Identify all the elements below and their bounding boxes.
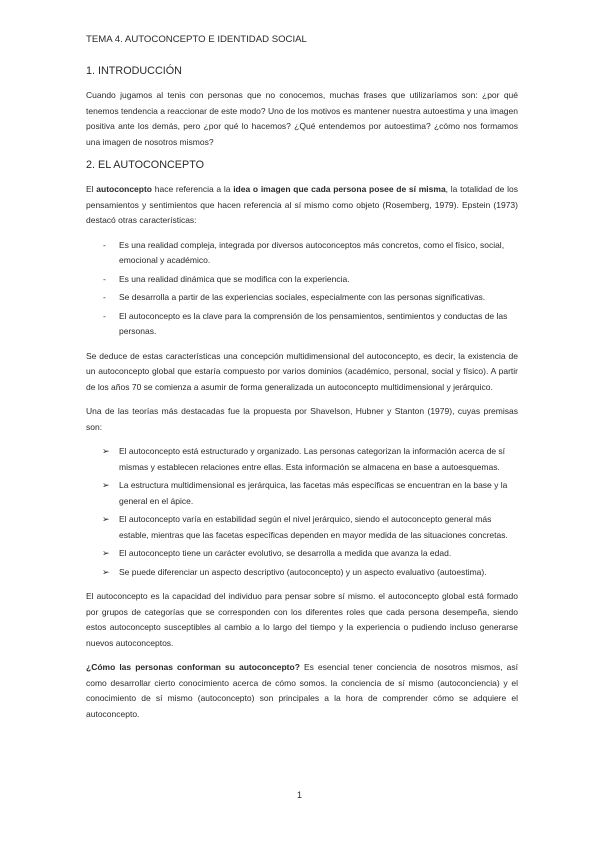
characteristics-list: [86, 238, 518, 340]
text-run: El: [86, 184, 97, 194]
bold-question: ¿Cómo las personas conforman su autoconcepto?: [86, 662, 300, 672]
paragraph-shavelson: Una de las teorías más destacadas fue la propuesta por Shavelson, Hubner y Stanton (1979), cuyas premisas son:: [86, 406, 518, 432]
list-item: [86, 546, 518, 562]
list-item: [86, 565, 518, 581]
page-number: 1: [296, 790, 302, 800]
list-item-text: Se puede diferenciar un aspecto descriptivo (autoconcepto) y un aspecto evaluativo (autoestima).: [119, 566, 487, 577]
bold-definition: idea o imagen que cada persona posee de sí misma: [233, 184, 446, 194]
list-item: [86, 444, 518, 475]
list-item: [86, 309, 518, 340]
list-item-text: El autoconcepto está estructurado y organizado. Las personas categorizan la información acerca de sí mismas y establecen relaciones entre ellas. Esta información se almacena en base a autoesquemas.: [119, 446, 506, 472]
text-run: , la totalidad de los pensamientos y sentimientos que hacen referencia al sí mismo como objeto (Rosemberg, 1979). Epstein (1973) destacó otras características:: [86, 184, 518, 225]
dash-bullet: -: [103, 292, 106, 302]
list-item-text: Es una realidad dinámica que se modifica con la experiencia.: [119, 273, 350, 284]
list-item: [86, 238, 518, 269]
paragraph-autoconcepto-definition: [86, 182, 518, 229]
text-run: hace referencia a la: [152, 184, 234, 194]
list-item-text: El autoconcepto varía en estabilidad según el nivel jerárquico, siendo el autoconcepto general más estable, mientras que las facetas específicas dependen en mayor medida de las situaciones concretas.: [119, 514, 508, 540]
dash-bullet: -: [103, 239, 106, 250]
arrow-bullet-icon: ➢: [102, 514, 110, 524]
paragraph-introduccion: Cuando jugamos al tenis con personas que no conocemos, muchas frases que utilizaríamos son: ¿por qué tenemos tendencia a reaccionar de este modo? Uno de los motivos es mantener nuestra autoestima y una imagen positiva ante los demás, pero ¿por qué lo hacemos? ¿Qué entendemos por autoestima? ¿cómo nos formamos una imagen de nosotros mismos?: [86, 90, 518, 147]
arrow-bullet-icon: ➢: [102, 566, 110, 577]
dash-bullet: -: [103, 273, 106, 284]
section-heading-introduccion: 1. INTRODUCCIÓN: [86, 65, 182, 77]
list-item-text: La estructura multidimensional es jerárquica, las facetas más específicas se encuentran en la base y la general en el ápice.: [119, 480, 508, 506]
list-item: [86, 478, 518, 509]
list-item-text: Se desarrolla a partir de las experiencias sociales, especialmente con las personas significativas.: [119, 292, 486, 302]
arrow-bullet-icon: ➢: [102, 480, 110, 490]
list-item: [86, 272, 518, 288]
premises-list: [86, 444, 518, 580]
paragraph-multidimensional: Se deduce de estas características una concepción multidimensional del autoconcepto, es decir, la existencia de un autoconcepto global que estaría compuesto por varios dominios (académico, personal, social y físico). A partir de los años 70 se comienza a asumir de forma generalizada un autoconcepto multidimensional y jerárquico.: [86, 350, 518, 392]
paragraph-como-conforman: [86, 660, 518, 722]
list-item: [86, 512, 518, 543]
page-content: [86, 34, 518, 731]
document-title: TEMA 4. AUTOCONCEPTO E IDENTIDAD SOCIAL: [86, 34, 307, 45]
arrow-bullet-icon: ➢: [102, 446, 110, 456]
list-item-text: El autoconcepto tiene un carácter evolutivo, se desarrolla a medida que avanza la edad.: [119, 548, 452, 558]
dash-bullet: -: [103, 310, 106, 321]
list-item: [86, 290, 518, 306]
section-heading-autoconcepto: 2. EL AUTOCONCEPTO: [86, 159, 205, 171]
paragraph-capacidad: El autoconcepto es la capacidad del individuo para pensar sobre sí mismo. el autoconcepto global está formado por grupos de categorías que se corresponden con los diferentes roles que cada persona desempeña, siendo estos autoconcepto susceptibles al cambio a lo largo del tiempo y la experiencia o pudiendo incluso generarse nuevos autoconceptos.: [86, 591, 518, 648]
bold-term-autoconcepto: autoconcepto: [96, 184, 153, 194]
text-run: Es esencial tener conciencia de nosotros mismos, así como desarrollar cierto conocimiento acerca de cómo somos. la conciencia de sí mismo (autoconciencia) y el conocimiento de sí mismo (autoconcepto) son principales a la hora de comprender cómo se adquiere el autoconcepto.: [86, 662, 518, 719]
arrow-bullet-icon: ➢: [102, 548, 110, 558]
list-item-text: Es una realidad compleja, integrada por diversos autoconceptos más concretos, como el físico, social, emocional y académico.: [119, 239, 505, 265]
list-item-text: El autoconcepto es la clave para la comprensión de los pensamientos, sentimientos y conductas de las personas.: [119, 310, 508, 336]
